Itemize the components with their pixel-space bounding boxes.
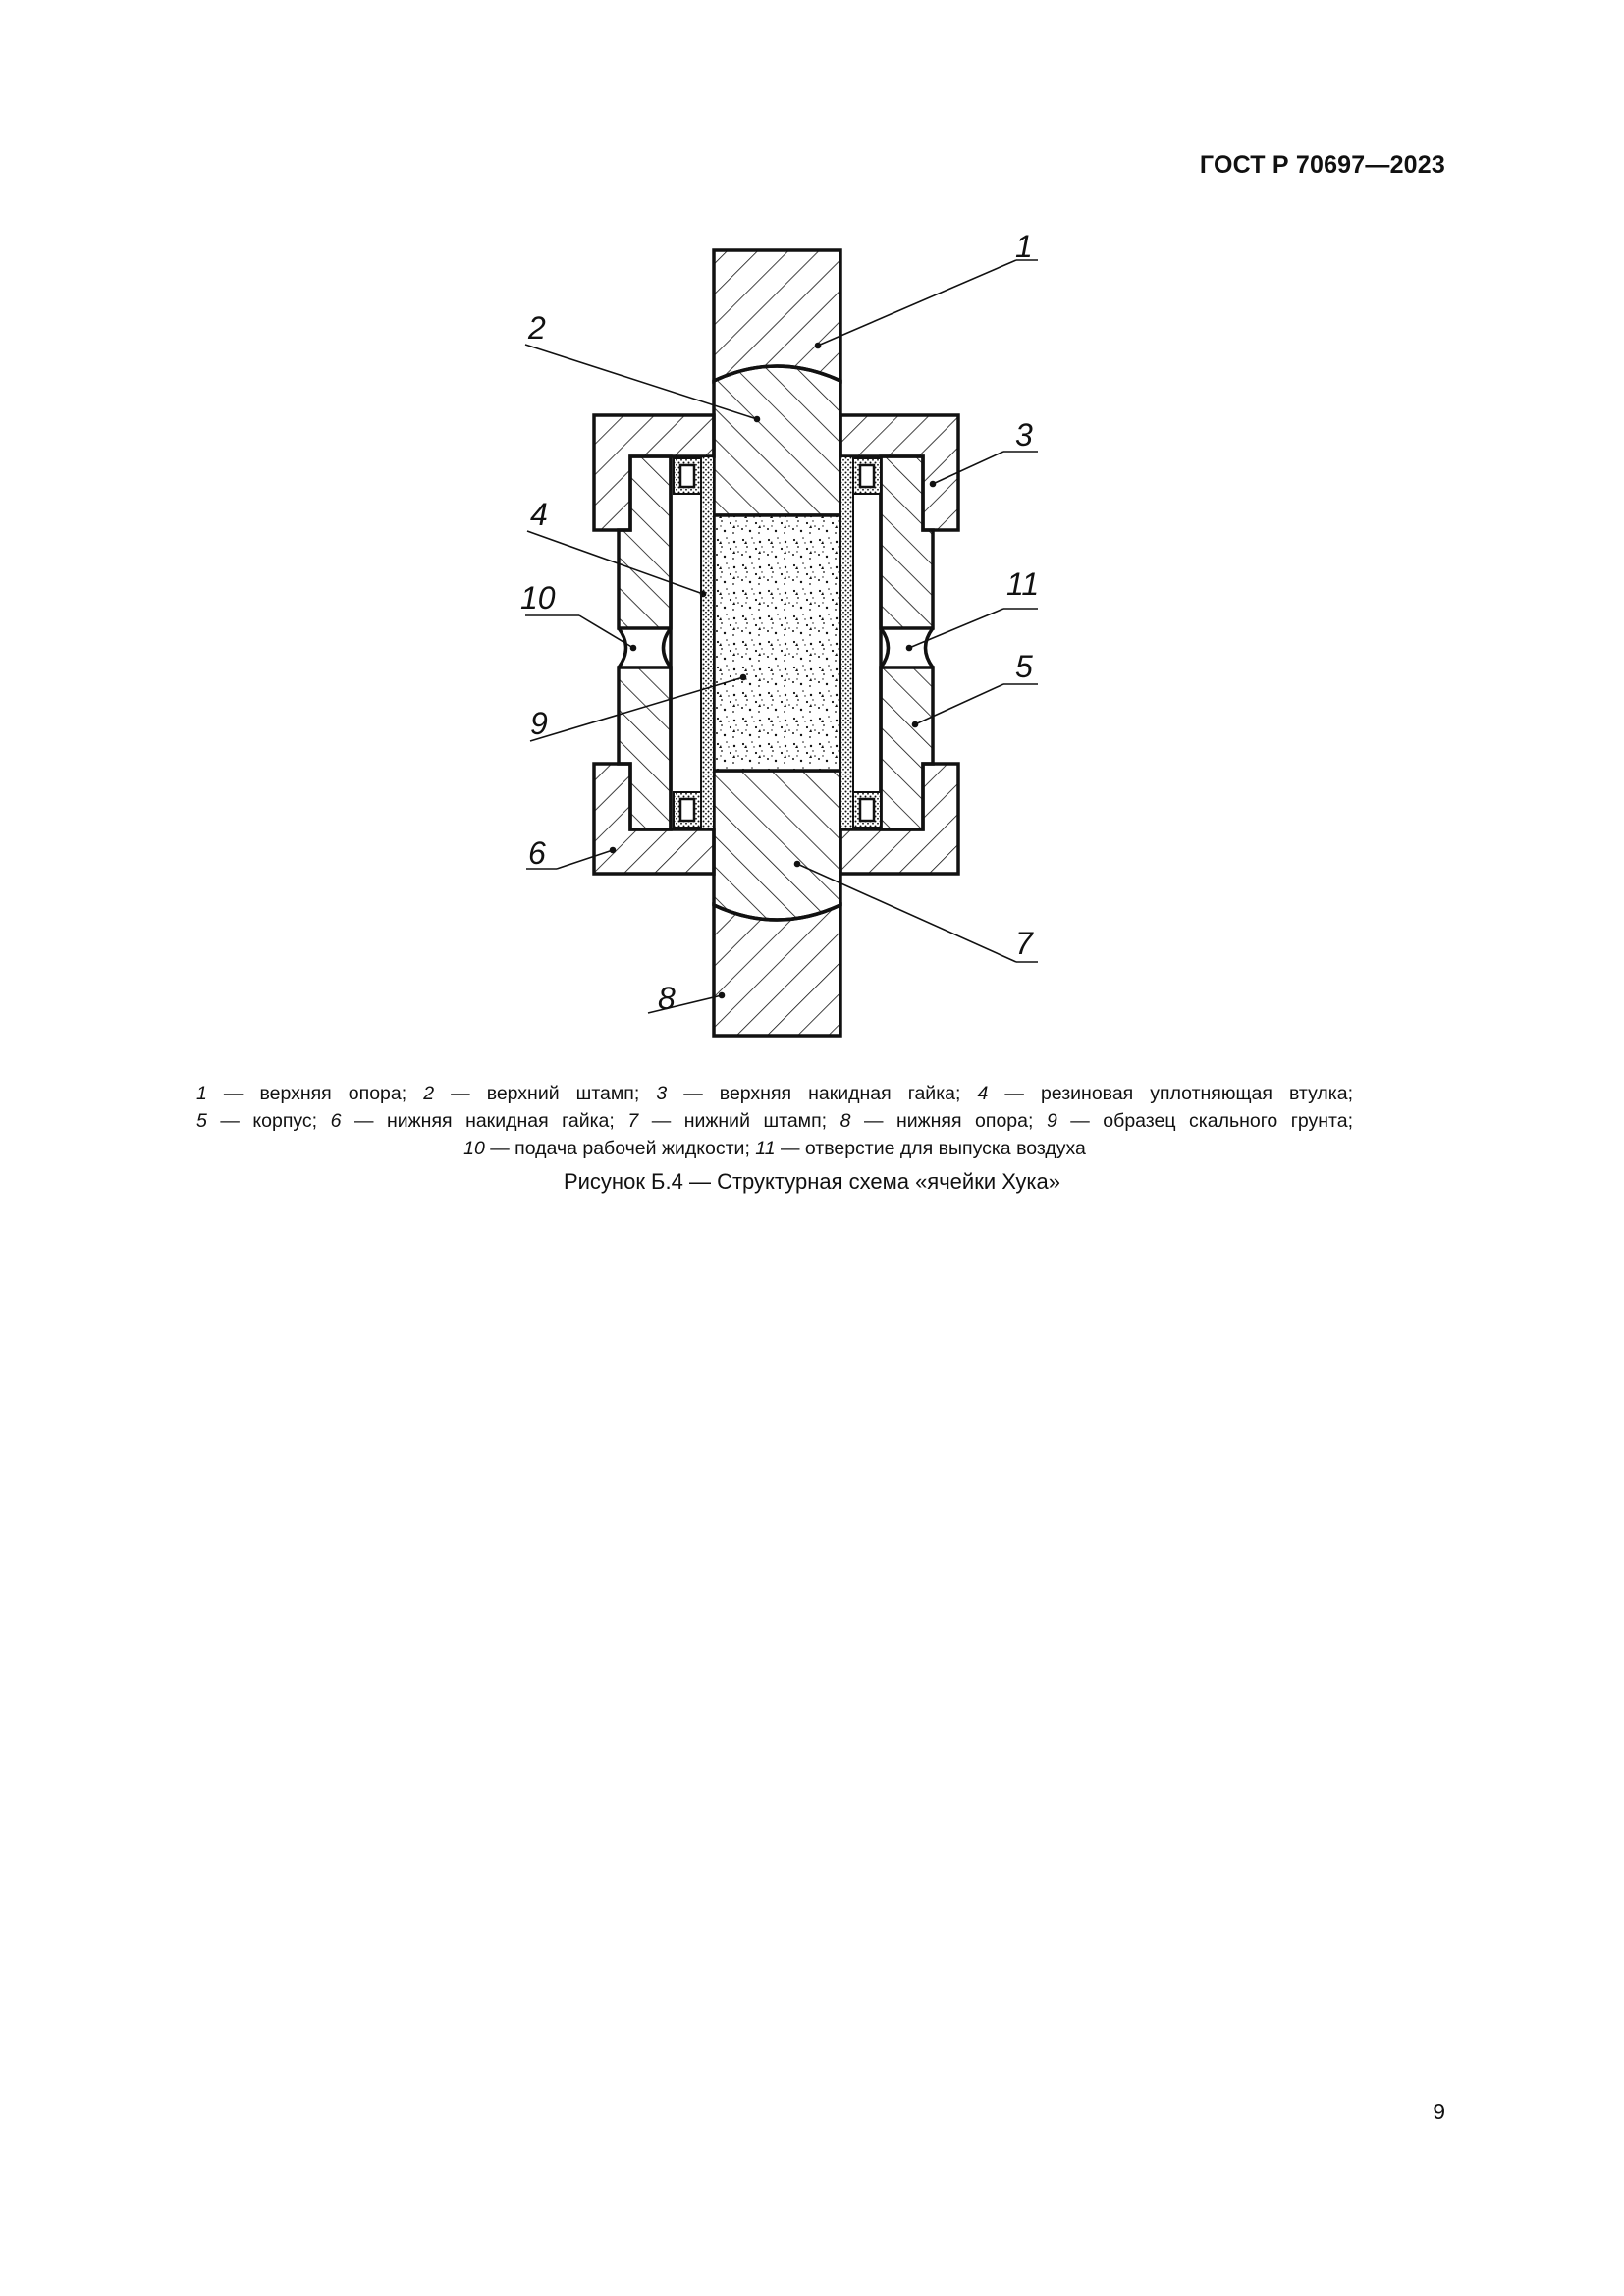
legend-item-number: 7 bbox=[627, 1110, 639, 1132]
callout-5: 5 bbox=[1015, 649, 1033, 684]
legend-item bbox=[423, 1083, 639, 1104]
callout-2: 2 bbox=[528, 310, 546, 346]
legend-item bbox=[656, 1083, 960, 1104]
legend-item bbox=[196, 1083, 406, 1104]
legend-item-name: — образец скального грунта; bbox=[1056, 1110, 1354, 1132]
lower-support bbox=[714, 905, 840, 1036]
legend-item-number: 3 bbox=[656, 1083, 668, 1104]
callout-8: 8 bbox=[658, 981, 676, 1016]
legend-item-name: — корпус; bbox=[206, 1110, 318, 1132]
legend-item-name: — верхний штамп; bbox=[434, 1083, 640, 1104]
legend-item bbox=[755, 1138, 1086, 1159]
callout-11: 11 bbox=[1006, 566, 1040, 602]
legend-item-number: 8 bbox=[839, 1110, 851, 1132]
callout-9: 9 bbox=[530, 706, 548, 741]
legend-line bbox=[196, 1135, 1353, 1162]
legend-item-number: 10 bbox=[463, 1138, 485, 1159]
legend-item bbox=[1047, 1110, 1353, 1132]
legend-item-number: 9 bbox=[1046, 1110, 1057, 1132]
legend-item-number: 4 bbox=[977, 1083, 989, 1104]
legend-item-name: — верхняя опора; bbox=[206, 1083, 407, 1104]
callout-6: 6 bbox=[528, 835, 546, 871]
legend-item-number: 2 bbox=[423, 1083, 435, 1104]
legend-item bbox=[463, 1138, 750, 1159]
legend-item bbox=[977, 1083, 1353, 1104]
legend-item-number: 11 bbox=[755, 1138, 776, 1159]
legend-item-number: 6 bbox=[330, 1110, 342, 1132]
callout-7: 7 bbox=[1015, 926, 1033, 961]
rock-sample bbox=[714, 515, 840, 771]
upper-die bbox=[714, 366, 840, 515]
legend-item bbox=[196, 1110, 317, 1132]
legend-item bbox=[840, 1110, 1034, 1132]
document-standard-id: ГОСТ Р 70697—2023 bbox=[1199, 151, 1445, 179]
legend-line bbox=[196, 1107, 1353, 1135]
callout-4: 4 bbox=[530, 497, 548, 532]
legend-item-number: 5 bbox=[196, 1110, 207, 1132]
callout-1: 1 bbox=[1015, 229, 1033, 264]
figure-legend bbox=[196, 1080, 1353, 1162]
legend-item-name: — отверстие для выпуска воздуха bbox=[775, 1138, 1086, 1159]
legend-item-name: — нижний штамп; bbox=[638, 1110, 828, 1132]
hooke-cell-diagram bbox=[0, 0, 1624, 1070]
legend-item-name: — верхняя накидная гайка; bbox=[667, 1083, 961, 1104]
legend-item-name: — подача рабочей жидкости; bbox=[484, 1138, 750, 1159]
page-number: 9 bbox=[1433, 2099, 1445, 2124]
legend-item bbox=[627, 1110, 827, 1132]
upper-support bbox=[714, 250, 840, 381]
legend-item-name: — нижняя опора; bbox=[850, 1110, 1034, 1132]
legend-item-number: 1 bbox=[196, 1083, 207, 1104]
legend-line bbox=[196, 1080, 1353, 1107]
legend-item-name: — нижняя накидная гайка; bbox=[341, 1110, 615, 1132]
legend-item-name: — резиновая уплотняющая втулка; bbox=[988, 1083, 1353, 1104]
legend-item bbox=[331, 1110, 615, 1132]
fluid-supply-port bbox=[619, 628, 671, 667]
lower-die bbox=[714, 771, 840, 920]
callout-3: 3 bbox=[1015, 417, 1033, 453]
figure-caption: Рисунок Б.4 — Структурная схема «ячейки Хука» bbox=[563, 1169, 1061, 1194]
callout-10: 10 bbox=[520, 580, 556, 615]
